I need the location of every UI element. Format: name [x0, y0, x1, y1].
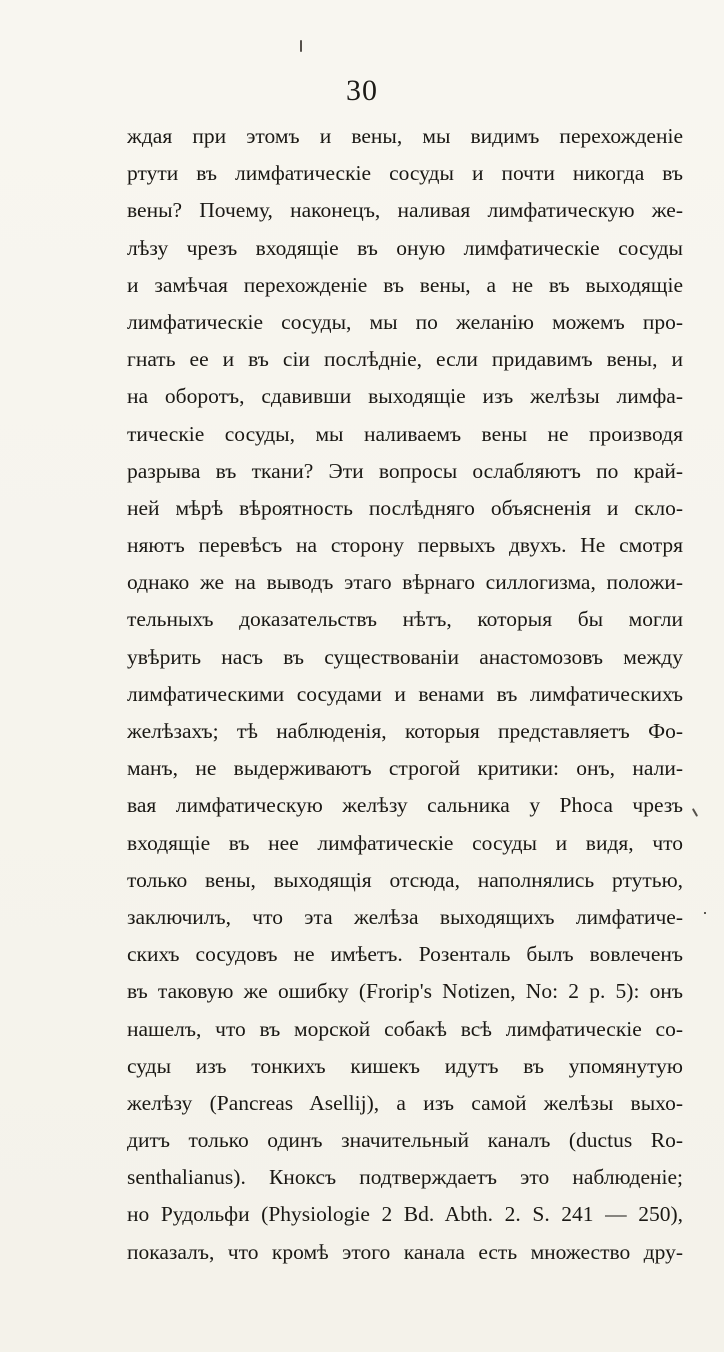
text-line: но Рудольфи (Physiologie 2 Bd. Abth. 2. S. 241 — 250), — [127, 1202, 683, 1227]
text-line: входящіе въ нее лимфатическіе сосуды и видя, что — [127, 830, 683, 855]
text-line: senthalianus). Кноксъ подтверждаетъ это наблюденіе; — [127, 1165, 683, 1190]
text-line: суды изъ тонкихъ кишекъ идутъ въ упомянутую — [127, 1053, 683, 1078]
text-line: желѣзу (Pancreas Asellij), а изъ самой желѣзы выхо- — [127, 1090, 683, 1115]
text-line: гнать ее и въ сіи послѣдніе, если придавимъ вены, и — [127, 347, 683, 372]
text-line: ждая при этомъ и вены, мы видимъ перехожденіе — [127, 124, 683, 148]
text-line: ртути въ лимфатическіе сосуды и почти никогда въ — [127, 161, 683, 186]
text-line: тическіе сосуды, мы наливаемъ вены не производя — [127, 421, 683, 446]
text-line: желѣзахъ; тѣ наблюденія, которыя представляетъ Фо- — [127, 719, 683, 743]
text-line: вены? Почему, наконецъ, наливая лимфатическую же- — [127, 198, 683, 223]
text-line: няютъ перевѣсъ на сторону первыхъ двухъ. Не смотря — [127, 533, 683, 558]
text-line: только вены, выходящія отсюда, наполнялись ртутью, — [127, 867, 683, 892]
text-line: лѣзу чрезъ входящіе въ оную лимфатическіе сосуды — [127, 235, 683, 260]
text-line: лимфатическими сосудами и венами въ лимфатическихъ — [127, 681, 683, 706]
text-line: нашелъ, что въ морской собакѣ всѣ лимфатическіе со- — [127, 1016, 683, 1041]
scan-mark — [704, 912, 706, 914]
text-line: вая лимфатическую желѣзу сальника у Рhоса чрезъ — [127, 793, 683, 818]
page-number: 30 — [346, 74, 378, 107]
text-line: лимфатическіе сосуды, мы по желанію можемъ про- — [127, 309, 683, 334]
text-line: на оборотъ, сдавивши выходящіе изъ желѣзы лимфа- — [127, 384, 683, 409]
text-line: манъ, не выдерживаютъ строгой критики: онъ, нали- — [127, 756, 683, 781]
text-line: заключилъ, что эта желѣза выходящихъ лимфатиче- — [127, 904, 683, 929]
text-line: скихъ сосудовъ не имѣетъ. Розенталь былъ вовлеченъ — [127, 942, 683, 967]
text-line: и замѣчая перехожденіе въ вены, а не въ выходящіе — [127, 272, 683, 297]
text-line: тельныхъ доказательствъ нѣтъ, которыя бы могли — [127, 607, 683, 632]
scan-mark — [692, 808, 698, 817]
text-line: разрыва въ ткани? Эти вопросы ослабляютъ по край- — [127, 458, 683, 483]
text-line: однако же на выводъ этаго вѣрнаго силлогизма, положи- — [127, 570, 683, 595]
text-line: показалъ, что кромѣ этого канала есть множество дру- — [127, 1239, 683, 1264]
text-line: увѣрить насъ въ существованіи анастомозовъ между — [127, 644, 683, 669]
text-line: дитъ только одинъ значительный каналъ (ductus Ro- — [127, 1128, 683, 1153]
text-line: въ таковую же ошибку (Frorip's Notizen, No: 2 p. 5): онъ — [127, 979, 683, 1004]
scan-mark — [300, 40, 302, 52]
body-text — [127, 118, 683, 1271]
text-line: ней мѣрѣ вѣроятность послѣдняго объясненія и скло- — [127, 495, 683, 520]
